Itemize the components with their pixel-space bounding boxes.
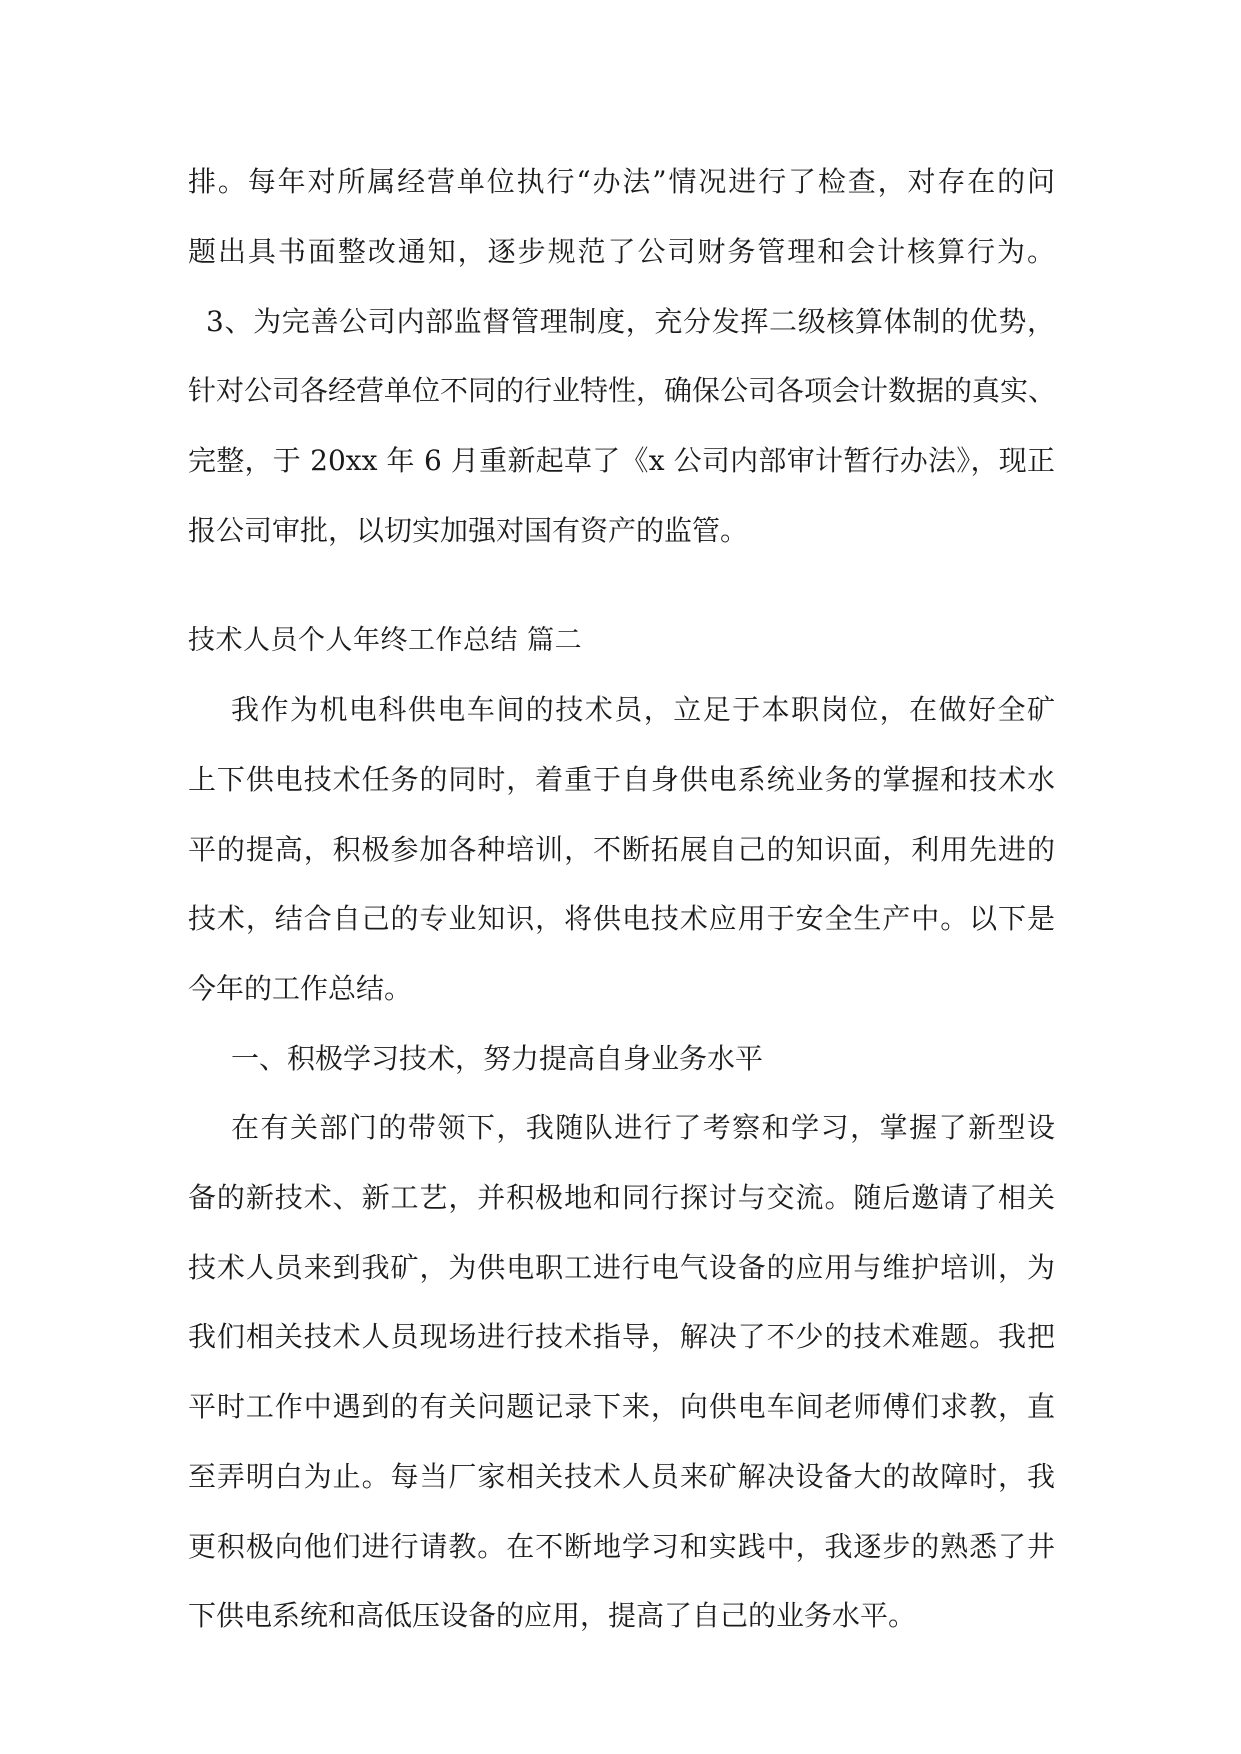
paragraph-line: 平时工作中遇到的有关问题记录下来，向供电车间老师傅们求教，直 xyxy=(188,1390,1055,1423)
paragraph-line: 排。每年对所属经营单位执行“办法”情况进行了检查，对存在的问 xyxy=(188,165,1055,198)
paragraph-line: 题出具书面整改通知，逐步规范了公司财务管理和会计核算行为。 xyxy=(188,235,1055,268)
paragraph-line: 上下供电技术任务的同时，着重于自身供电系统业务的掌握和技术水 xyxy=(188,763,1055,796)
paragraph-line: 今年的工作总结。 xyxy=(188,972,413,1005)
section-title: 技术人员个人年终工作总结 篇二 xyxy=(188,625,583,656)
list-item-3-line: 报公司审批，以切实加强对国有资产的监管。 xyxy=(188,514,749,547)
paragraph-line: 平的提高，积极参加各种培训，不断拓展自己的知识面，利用先进的 xyxy=(188,833,1055,866)
paragraph-line: 至弄明白为止。每当厂家相关技术人员来矿解决设备大的故障时，我 xyxy=(188,1460,1055,1493)
paragraph-line: 技术，结合自己的专业知识，将供电技术应用于安全生产中。以下是 xyxy=(188,902,1055,935)
paragraph-line: 更积极向他们进行请教。在不断地学习和实践中，我逐步的熟悉了井 xyxy=(188,1530,1055,1563)
list-item-3-line: 完整，于 20xx 年 6 月重新起草了《x 公司内部审计暂行办法》，现正 xyxy=(188,444,1055,477)
paragraph-line: 我作为机电科供电车间的技术员，立足于本职岗位，在做好全矿 xyxy=(231,693,1055,726)
paragraph-line: 下供电系统和高低压设备的应用，提高了自己的业务水平。 xyxy=(188,1599,917,1632)
list-item-3-line: 3、为完善公司内部监督管理制度，充分发挥二级核算体制的优势， xyxy=(206,305,1055,338)
subheading: 一、积极学习技术，努力提高自身业务水平 xyxy=(231,1042,764,1075)
paragraph-line: 技术人员来到我矿，为供电职工进行电气设备的应用与维护培训，为 xyxy=(188,1251,1055,1284)
paragraph-line: 在有关部门的带领下，我随队进行了考察和学习，掌握了新型设 xyxy=(231,1111,1055,1144)
paragraph-line: 我们相关技术人员现场进行技术指导，解决了不少的技术难题。我把 xyxy=(188,1320,1055,1353)
paragraph-line: 备的新技术、新工艺，并积极地和同行探讨与交流。随后邀请了相关 xyxy=(188,1181,1055,1214)
list-item-3-line: 针对公司各经营单位不同的行业特性，确保公司各项会计数据的真实、 xyxy=(188,374,1057,407)
